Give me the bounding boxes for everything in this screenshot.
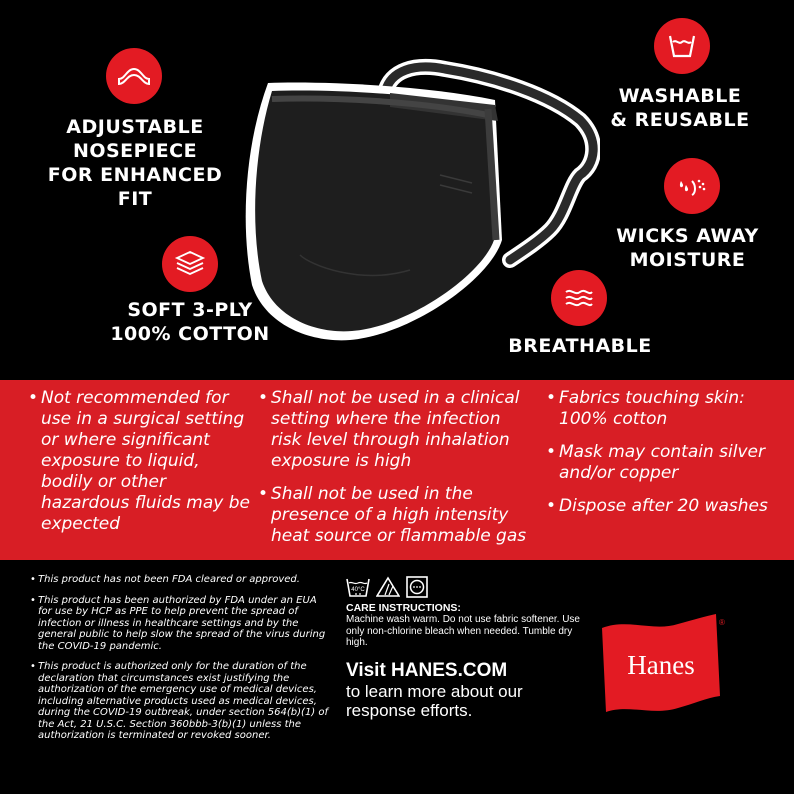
notice-item: • Not recommended for use in a surgical setting or where significant exposure to liquid, bodily or other hazardous fluids may be expected: [28, 388, 250, 535]
visit-block: [346, 660, 586, 720]
notice-column-2: [258, 388, 530, 559]
feature-wicks: WICKS AWAY MOISTURE: [616, 225, 759, 271]
visit-title: Visit HANES.COM: [346, 660, 508, 681]
features-panel: [0, 0, 794, 380]
disclaimer-item: • This product has not been FDA cleared or approved.: [30, 574, 330, 586]
fda-disclaimers: [30, 574, 330, 751]
svg-text:®: ®: [719, 618, 725, 627]
care-instructions: [346, 576, 586, 649]
face-mask-illustration: [240, 55, 600, 355]
airflow-icon: [551, 270, 607, 326]
care-title: CARE INSTRUCTIONS:: [346, 602, 461, 614]
notice-item: • Fabrics touching skin: 100% cotton: [546, 388, 782, 430]
nosepiece-icon: [106, 48, 162, 104]
notice-item: • Mask may contain silver and/or copper: [546, 442, 782, 484]
svg-text:Hanes: Hanes: [627, 650, 695, 680]
bleach-triangle-icon: [376, 576, 400, 598]
notice-band: [0, 380, 794, 560]
disclaimer-item: • This product has been authorized by FDA under an EUA for use by HCP as PPE to help prevent the spread of infection or illness in healthcare settings and by the general public to help slow the spread of the virus during the COVID-19 pandemic.: [30, 595, 330, 653]
feature-cotton: SOFT 3-PLY 100% COTTON: [110, 299, 270, 345]
wash-40c-icon: [346, 576, 370, 598]
feature-washable: WASHABLE & REUSABLE: [610, 85, 750, 131]
notice-item: • Shall not be used in a clinical setting where the infection risk level through inhalation exposure is high: [258, 388, 530, 472]
layers-icon: [162, 236, 218, 292]
notice-column-1: [28, 388, 250, 547]
tumble-dry-icon: [406, 576, 428, 598]
notice-item: • Dispose after 20 washes: [546, 496, 782, 517]
wash-basin-icon: [654, 18, 710, 74]
svg-text:40°C: 40°C: [351, 587, 365, 593]
care-symbols: [346, 576, 586, 598]
disclaimer-item: • This product is authorized only for the duration of the declaration that circumstances exist justifying the authorization of the emergency use of medical devices, including alternative products used as medical devices, during the COVID-19 outbreak, under section 564(b)(1) of the Act, 21 U.S.C. Section 360bbb-3(b)(1) unless the authorization is terminated or revoked sooner.: [30, 661, 330, 742]
notice-column-3: [546, 388, 782, 529]
feature-breathable: BREATHABLE: [508, 335, 652, 357]
hanes-logo: [598, 612, 728, 722]
visit-text: to learn more about our response efforts.: [346, 682, 523, 720]
feature-nosepiece: ADJUSTABLE NOSEPIECE FOR ENHANCED FIT: [47, 116, 223, 210]
notice-item: • Shall not be used in the presence of a high intensity heat source or flammable gas: [258, 484, 530, 547]
care-text: Machine wash warm. Do not use fabric softener. Use only non-chlorine bleach when needed. Tumble dry high.: [346, 614, 580, 648]
moisture-drops-icon: [664, 158, 720, 214]
